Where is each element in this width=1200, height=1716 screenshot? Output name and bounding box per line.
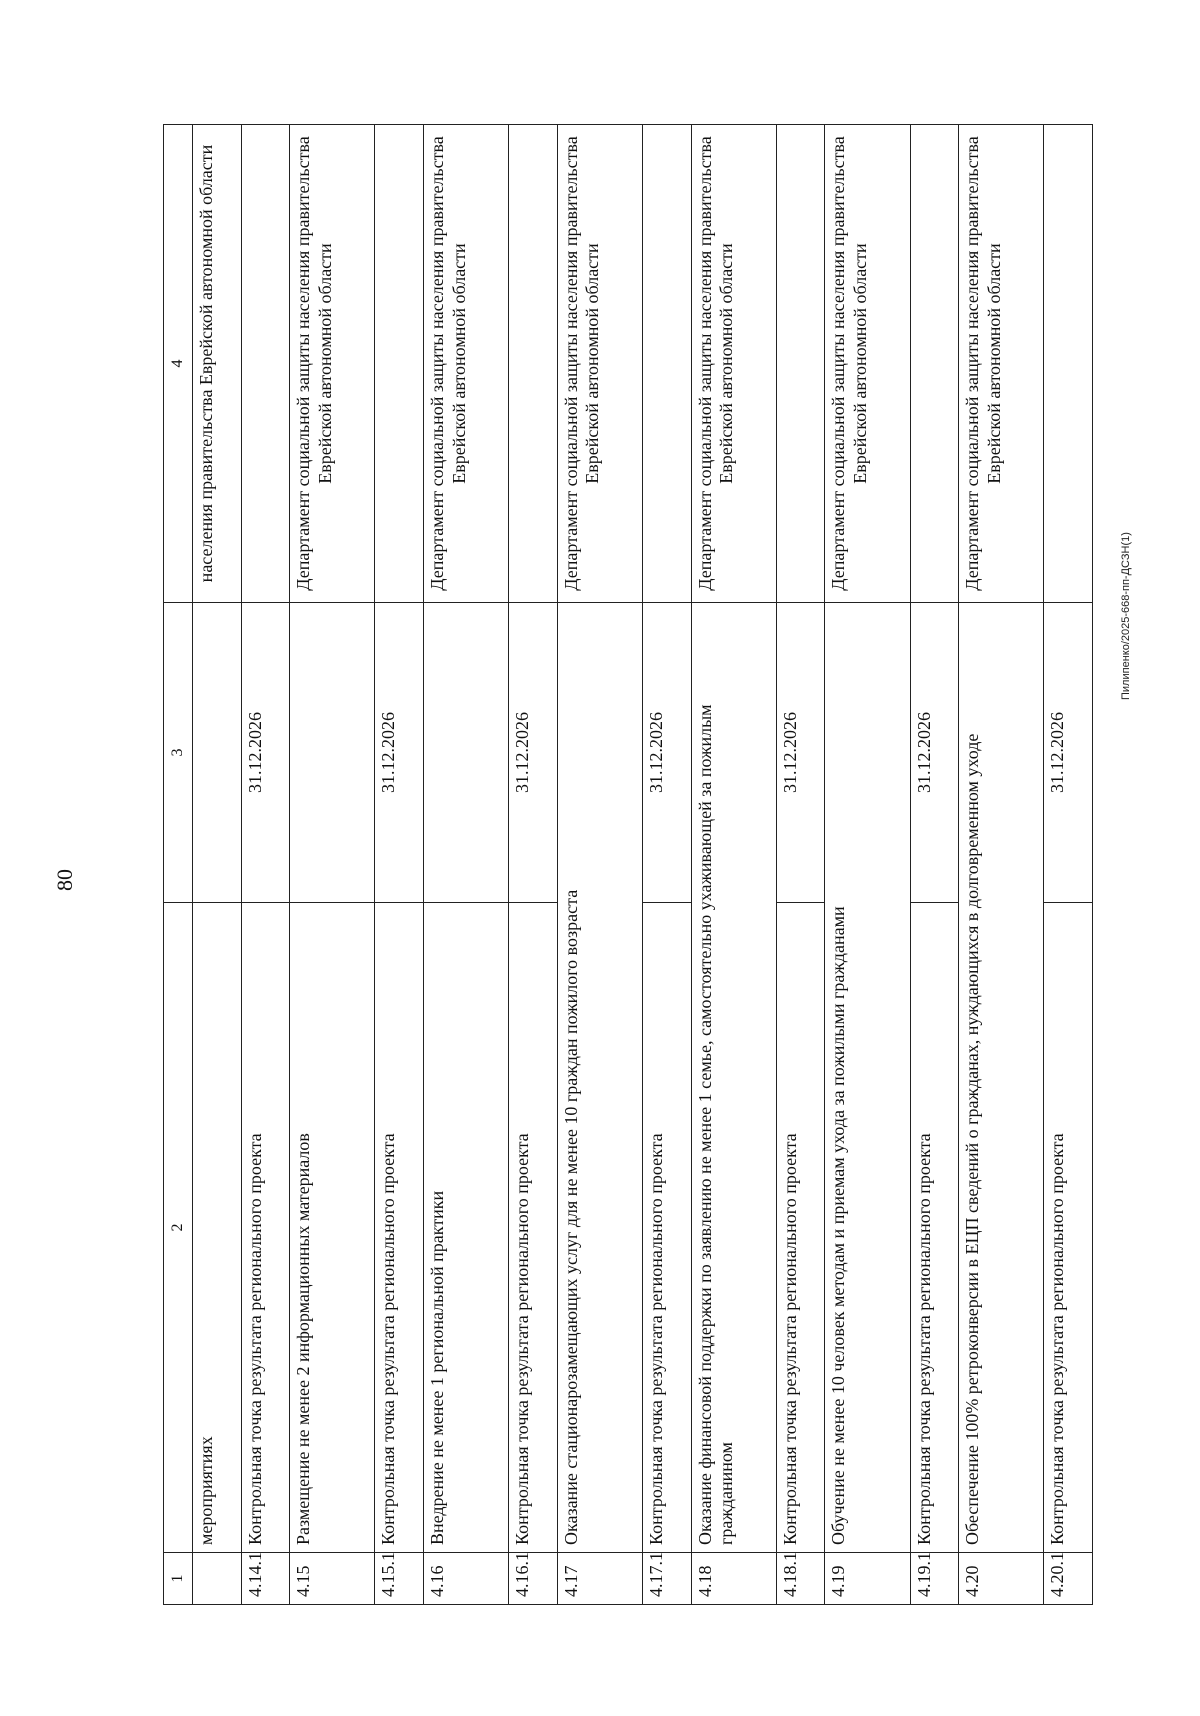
- row-number: 4.18.1: [776, 1553, 825, 1605]
- document-footer: Пилипенко/2025-668-пп-ДСЗН(1): [1120, 532, 1132, 700]
- table-row: [557, 125, 642, 1605]
- table-header-row: [164, 125, 193, 1605]
- table-row: [642, 125, 691, 1605]
- rotated-table-container: [163, 125, 1093, 1605]
- row-number: 4.14.1: [241, 1553, 290, 1605]
- row-description: Контрольная точка результата регионального проекта: [509, 903, 558, 1553]
- table-row: [241, 125, 290, 1605]
- row-date: [193, 603, 242, 903]
- project-table: [163, 124, 1093, 1605]
- row-date: [423, 603, 508, 903]
- row-number: 4.19: [825, 1553, 910, 1605]
- row-date: 31.12.2026: [910, 603, 959, 903]
- header-col-4: 4: [164, 125, 193, 603]
- row-number: 4.16.1: [509, 1553, 558, 1605]
- row-description: Контрольная точка результата регионального проекта: [776, 903, 825, 1553]
- row-description: Контрольная точка результата регионального проекта: [1044, 903, 1093, 1553]
- row-number: 4.15: [290, 1553, 375, 1605]
- table-row: [825, 125, 910, 1605]
- row-date: 31.12.2026: [1044, 603, 1093, 903]
- table-row: [290, 125, 375, 1605]
- row-date: 31.12.2026: [241, 603, 290, 903]
- row-responsible: [910, 125, 959, 603]
- row-responsible: Департамент социальной защиты населения правительства Еврейской автономной области: [959, 125, 1044, 603]
- table-row: [509, 125, 558, 1605]
- row-date: [290, 603, 375, 903]
- row-responsible: населения правительства Еврейской автономной области: [193, 125, 242, 603]
- row-number: 4.15.1: [375, 1553, 424, 1605]
- row-responsible: Департамент социальной защиты населения правительства Еврейской автономной области: [290, 125, 375, 603]
- row-responsible: [241, 125, 290, 603]
- page-number: 80: [52, 869, 77, 891]
- row-description: Внедрение не менее 1 региональной практики: [423, 903, 508, 1553]
- row-responsible: Департамент социальной защиты населения правительства Еврейской автономной области: [691, 125, 776, 603]
- table-row: [423, 125, 508, 1605]
- table-row: [776, 125, 825, 1605]
- row-description: мероприятиях: [193, 903, 242, 1553]
- row-responsible: [375, 125, 424, 603]
- table-row: [375, 125, 424, 1605]
- table-row: [691, 125, 776, 1605]
- row-responsible: [509, 125, 558, 603]
- row-responsible: Департамент социальной защиты населения правительства Еврейской автономной области: [557, 125, 642, 603]
- row-responsible: [642, 125, 691, 603]
- row-number: 4.18: [691, 1553, 776, 1605]
- row-description: Оказание стационарозамещающих услуг для не менее 10 граждан пожилого возраста: [557, 603, 642, 1553]
- row-description: Оказание финансовой поддержки по заявлению не менее 1 семье, самостоятельно ухаживающей за пожилым гражданином: [691, 603, 776, 1553]
- row-responsible: Департамент социальной защиты населения правительства Еврейской автономной области: [825, 125, 910, 603]
- table-row: [193, 125, 242, 1605]
- row-number: 4.17: [557, 1553, 642, 1605]
- table-row: [959, 125, 1044, 1605]
- row-responsible: [776, 125, 825, 603]
- row-number: 4.20.1: [1044, 1553, 1093, 1605]
- row-number: [193, 1553, 242, 1605]
- row-date: 31.12.2026: [642, 603, 691, 903]
- row-description: Контрольная точка результата регионального проекта: [910, 903, 959, 1553]
- row-date: 31.12.2026: [509, 603, 558, 903]
- row-number: 4.20: [959, 1553, 1044, 1605]
- row-number: 4.19.1: [910, 1553, 959, 1605]
- table-row: [910, 125, 959, 1605]
- header-col-3: 3: [164, 603, 193, 903]
- row-number: 4.16: [423, 1553, 508, 1605]
- row-responsible: [1044, 125, 1093, 603]
- row-description: Контрольная точка результата регионального проекта: [642, 903, 691, 1553]
- row-description: Обучение не менее 10 человек методам и приемам ухода за пожилыми гражданами: [825, 603, 910, 1553]
- row-responsible: Департамент социальной защиты населения правительства Еврейской автономной области: [423, 125, 508, 603]
- header-col-1: 1: [164, 1553, 193, 1605]
- row-description: Контрольная точка результата регионального проекта: [375, 903, 424, 1553]
- row-description: Обеспечение 100% ретроконверсии в ЕЦП сведений о гражданах, нуждающихся в долговременном уходе: [959, 603, 1044, 1553]
- row-date: 31.12.2026: [776, 603, 825, 903]
- header-col-2: 2: [164, 903, 193, 1553]
- table-row: [1044, 125, 1093, 1605]
- row-description: Контрольная точка результата регионального проекта: [241, 903, 290, 1553]
- row-date: 31.12.2026: [375, 603, 424, 903]
- row-description: Размещение не менее 2 информационных материалов: [290, 903, 375, 1553]
- row-number: 4.17.1: [642, 1553, 691, 1605]
